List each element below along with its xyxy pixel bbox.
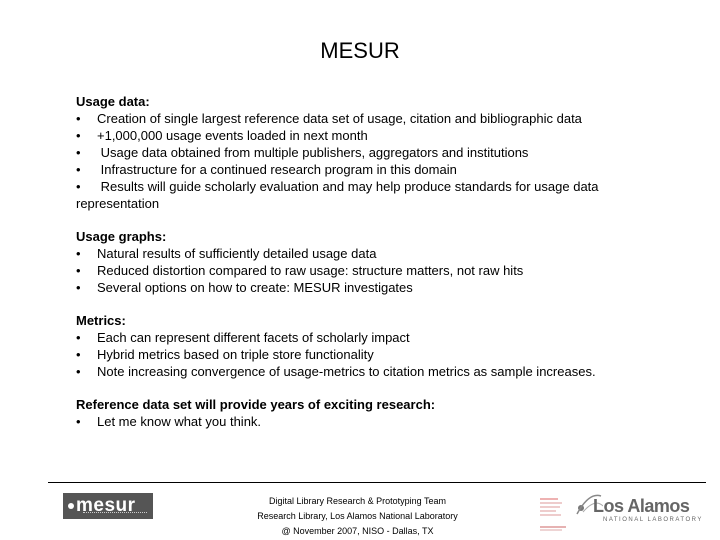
bullet-icon: •: [76, 145, 81, 160]
section-heading: Usage graphs:: [76, 229, 167, 244]
footer-line: Digital Library Research & Prototyping Team: [269, 496, 446, 506]
list-item: [76, 346, 706, 363]
list-item: [76, 363, 706, 380]
bullet-icon: •: [76, 246, 81, 261]
bullet-icon: •: [76, 280, 81, 295]
list-item-text: +1,000,000 usage events loaded in next month: [97, 128, 368, 143]
bullet-icon: •: [76, 364, 81, 379]
bullet-icon: •: [76, 414, 81, 429]
list-item-text: Creation of single largest reference data set of usage, citation and bibliographic data: [97, 111, 582, 126]
footer-line: Research Library, Los Alamos National Laboratory: [257, 511, 458, 521]
list-item-text: Usage data obtained from multiple publishers, aggregators and institutions: [97, 145, 529, 160]
footer-divider: [48, 482, 706, 483]
list-item-continuation: representation: [76, 196, 160, 211]
lanl-logo-text: Los Alamos: [593, 496, 690, 516]
list-item-text: Results will guide scholarly evaluation and may help produce standards for usage data: [97, 179, 599, 194]
list-item-text: Infrastructure for a continued research program in this domain: [97, 162, 457, 177]
list-item-text: Reduced distortion compared to raw usage: structure matters, not raw hits: [97, 263, 524, 278]
list-item: [76, 329, 706, 346]
list-item: [76, 127, 706, 144]
bullet-icon: •: [76, 128, 81, 143]
bullet-icon: •: [76, 179, 81, 194]
bullet-icon: •: [76, 330, 81, 345]
section-usage-data: [76, 93, 706, 212]
section-metrics: [76, 312, 706, 380]
bullet-icon: •: [76, 347, 81, 362]
research-library-logo-icon: [536, 493, 572, 533]
bullet-icon: •: [76, 263, 81, 278]
list-item-text: Natural results of sufficiently detailed usage data: [97, 246, 377, 261]
bullet-icon: •: [76, 162, 81, 177]
list-item-text: Several options on how to create: MESUR investigates: [97, 280, 413, 295]
mesur-logo: [63, 493, 153, 519]
section-heading: Metrics:: [76, 313, 126, 328]
list-item: [76, 279, 706, 296]
list-item-text: Hybrid metrics based on triple store functionality: [97, 347, 374, 362]
logo-underline: [83, 512, 147, 516]
bullet-icon: •: [76, 111, 81, 126]
mesur-logo-text: mesur: [76, 495, 136, 516]
section-heading: Reference data set will provide years of exciting research:: [76, 397, 436, 412]
list-item: [76, 178, 706, 195]
list-item: [76, 245, 706, 262]
footer-text: [220, 494, 495, 539]
section-heading: Usage data:: [76, 94, 150, 109]
list-item: [76, 413, 706, 430]
section-reference-data-set: [76, 396, 706, 430]
list-item-text: Each can represent different facets of scholarly impact: [97, 330, 410, 345]
slide-title: MESUR: [320, 38, 400, 63]
section-usage-graphs: [76, 228, 706, 296]
footer-line: @ November 2007, NISO - Dallas, TX: [281, 526, 434, 536]
slide-body: [76, 93, 706, 446]
list-item: [76, 144, 706, 161]
lanl-logo-subtext: NATIONAL LABORATORY: [603, 517, 703, 523]
research-library-logo: [536, 493, 572, 533]
list-item: [76, 110, 706, 127]
logo-dot-icon: [68, 503, 74, 509]
list-item-text: Let me know what you think.: [97, 414, 262, 429]
list-item-text: Note increasing convergence of usage-metrics to citation metrics as sample increases.: [97, 364, 596, 379]
los-alamos-logo: [573, 484, 703, 524]
list-item: [76, 262, 706, 279]
list-item: [76, 161, 706, 178]
